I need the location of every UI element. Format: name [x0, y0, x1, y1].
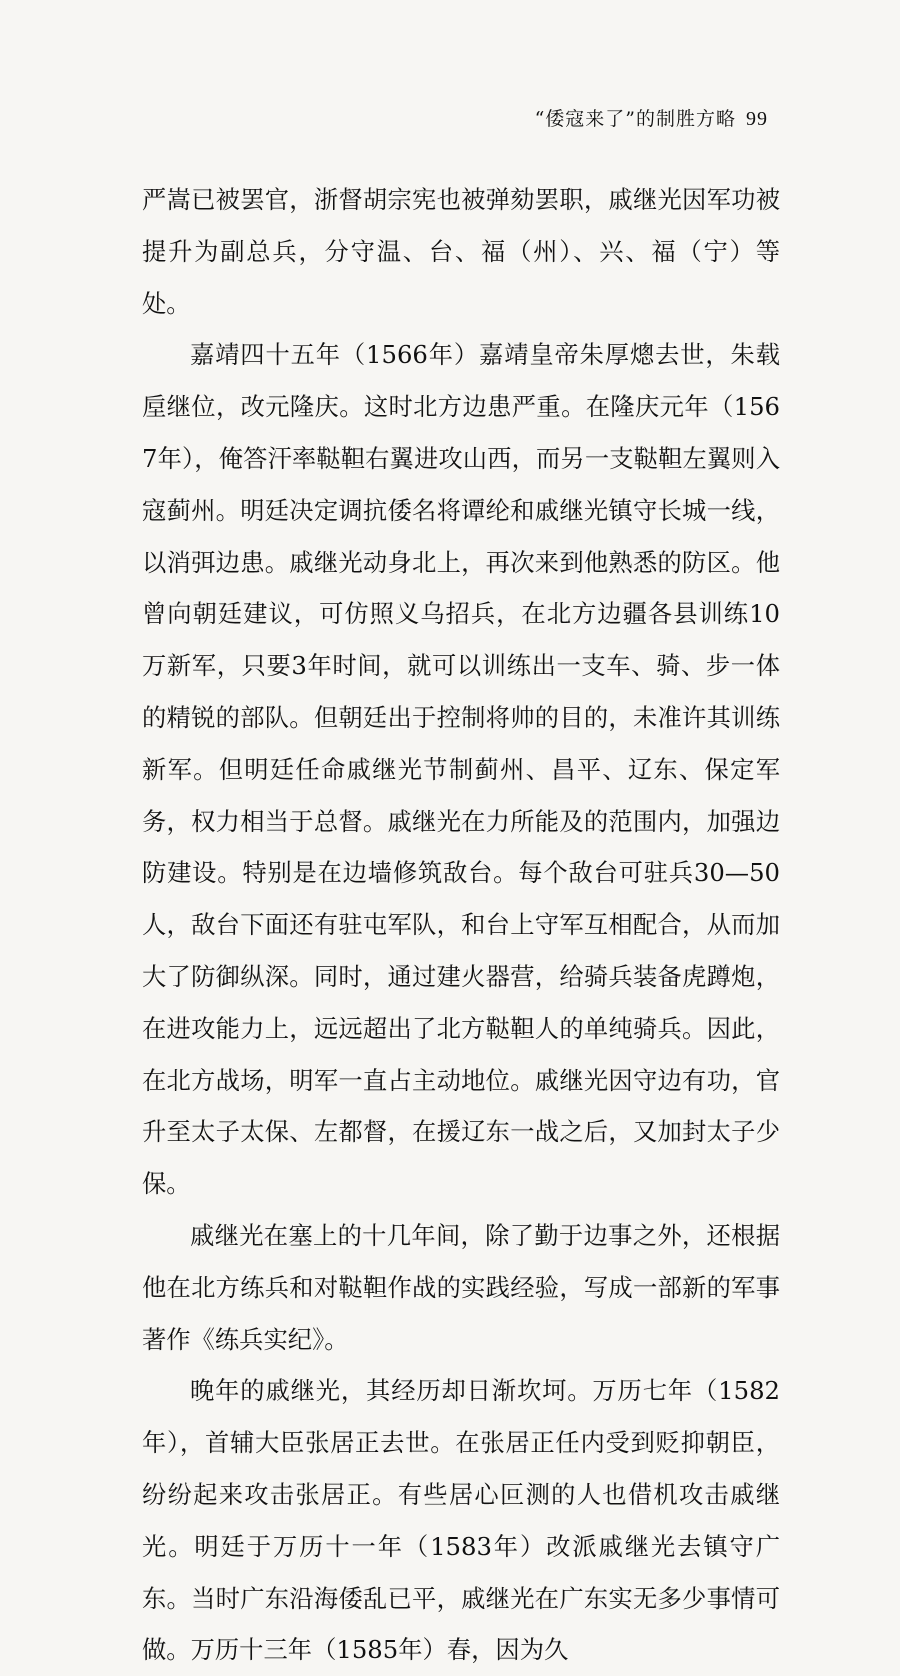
- chapter-title: “倭寇来了”的制胜方略: [534, 108, 736, 130]
- paragraph: 戚继光在塞上的十几年间，除了勤于边事之外，还根据他在北方练兵和对鞑靼作战的实践经验，写成一部新的军事著作《练兵实纪》。: [142, 1220, 780, 1354]
- body-text: [142, 174, 780, 1676]
- page-number: 99: [746, 108, 768, 130]
- running-header: [535, 104, 768, 131]
- paragraph: 晚年的戚继光，其经历却日渐坎坷。万历七年（1582年），首辅大臣张居正去世。在张居正任内受到贬抑朝臣，纷纷起来攻击张居正。有些居心叵测的人也借机攻击戚继光。明廷于万历十一年（1583年）改派戚继光去镇守广东。当时广东沿海倭乱已平，戚继光在广东实无多少事情可做。万历十三年（1585年）春，因为久: [142, 1376, 780, 1665]
- paragraph: 嘉靖四十五年（1566年）嘉靖皇帝朱厚熜去世，朱载垕继位，改元隆庆。这时北方边患严重。在隆庆元年（1567年），俺答汗率鞑靼右翼进攻山西，而另一支鞑靼左翼则入寇蓟州。明廷决定调抗倭名将谭纶和戚继光镇守长城一线，以消弭边患。戚继光动身北上，再次来到他熟悉的防区。他曾向朝廷建议，可仿照义乌招兵，在北方边疆各县训练10万新军，只要3年时间，就可以训练出一支车、骑、步一体的精锐的部队。但朝廷出于控制将帅的目的，未准许其训练新军。但明廷任命戚继光节制蓟州、昌平、辽东、保定军务，权力相当于总督。戚继光在力所能及的范围内，加强边防建设。特别是在边墙修筑敌台。每个敌台可驻兵30—50人，敌台下面还有驻屯军队，和台上守军互相配合，从而加大了防御纵深。同时，通过建火器营，给骑兵装备虎蹲炮，在进攻能力上，远远超出了北方鞑靼人的单纯骑兵。因此，在北方战场，明军一直占主动地位。戚继光因守边有功，官升至太子太保、左都督，在援辽东一战之后，又加封太子少保。: [142, 340, 780, 1199]
- paragraph: 严嵩已被罢官，浙督胡宗宪也被弹劾罢职，戚继光因军功被提升为副总兵，分守温、台、福（州）、兴、福（宁）等处。: [142, 185, 780, 318]
